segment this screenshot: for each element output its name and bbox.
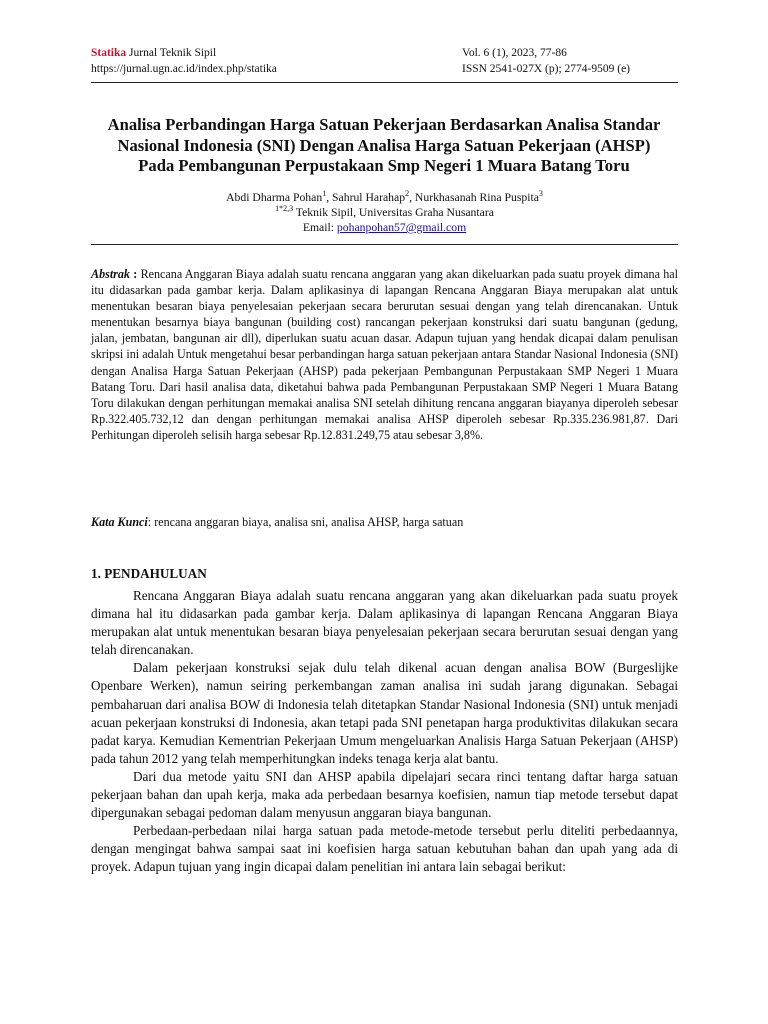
paragraph: Rencana Anggaran Biaya adalah suatu rencana anggaran yang akan dikeluarkan pada suatu proyek dimana hal itu didasarkan pada gambar kerja. Dalam aplikasinya di lapangan Rencana Anggaran Biaya merupakan alat untuk menentukan besaran biaya penyelesaian pekerjaan secara berurutan sesuai dengan yang telah direncanakan. — [91, 588, 678, 658]
paragraph: Dalam pekerjaan konstruksi sejak dulu telah dikenal acuan dengan analisa BOW (Burgeslijke Openbare Werken), namun seiring perkembangan zaman analisa ini sudah jarang digunakan. Sebagai pembaharuan dari analisa BOW di Indonesia telah ditetapkan Standar Nasional Indonesia (SNI) untuk menjadi acuan pekerjaan konstruksi di Indonesia, akan tetapi pada SNI penetapan harga produktivitas dilakukan secara padat karya. Kemudian Kementrian Pekerjaan Umum mengeluarkan Analisis Harga Satuan Pekerjaan (AHSP) pada tahun 2012 yang telah memperhitungkan indeks tenaga kerja alat bantu. — [91, 660, 678, 766]
affiliation — [91, 205, 678, 220]
paragraph: Perbedaan-perbedaan nilai harga satuan pada metode-metode tersebut perlu diteliti perbedaannya, dengan mengingat bahwa sampai saat ini koefisien harga satuan kebutuhan bahan dan upah yang ada di proyek. Adapun tujuan yang ingin dicapai dalam penelitian ini antara lain sebagai berikut: — [91, 823, 678, 875]
volume-info: Vol. 6 (1), 2023, 77-86 — [462, 47, 567, 59]
journal-header-left — [91, 45, 277, 77]
author-list — [91, 190, 678, 205]
title-line: Analisa Perbandingan Harga Satuan Pekerjaan Berdasarkan Analisa Standar — [107, 115, 661, 134]
journal-header-right — [462, 45, 630, 77]
abstract-text: Rencana Anggaran Biaya adalah suatu rencana anggaran yang akan dikeluarkan pada suatu proyek dimana hal itu didasarkan pada gambar kerja. Dalam aplikasinya di lapangan Rencana Anggaran Biaya merupakan alat untuk menentukan besaran biaya penyelesaian pekerjaan secara berurutan sesuai dengan yang telah direncanakan. Untuk menentukan besarnya biaya bangunan (building cost) rancangan pekerjaan konstruksi dari suatu bangunan (gedung, jalan, jembatan, bangunan air dll), diperlukan suatu acuan dasar. Adapun tujuan yang hendak dicapai dalam penulisan skripsi ini adalah Untuk mengetahui besar perbandingan harga satuan pekerjaan antara Standar Nasional Indonesia (SNI) dengan Analisa Harga Satuan Pekerjaan (AHSP) pada pekerjaan Pembangunan Perpustakaan SMP Negeri 1 Muara Batang Toru. Dari hasil analisa data, diketahui bahwa pada Pembangunan Perpustakaan SMP Negeri 1 Muara Batang Toru dilakukan dengan perhitungan memakai analisa SNI setelah dihitung rencana anggaran biayanya diperoleh sebesar Rp.322.405.732,12 dan dengan perhitungan memakai analisa AHSP diperoleh sebesar Rp.335.236.981,87. Dari Perhitungan diperoleh selisih harga sebesar Rp.12.831.249,75 atau sebesar 3,8%. — [91, 267, 678, 442]
author-name: Nurkhasanah Rina Puspita — [414, 191, 539, 204]
author-name: Abdi Dharma Pohan — [226, 191, 323, 204]
journal-subtitle: Jurnal Teknik Sipil — [126, 47, 217, 59]
title-line: Nasional Indonesia (SNI) Dengan Analisa Harga Satuan Pekerjaan (AHSP) — [117, 135, 651, 155]
journal-url[interactable]: https://jurnal.ugn.ac.id/index.php/statika — [91, 63, 277, 75]
author-sep: , — [326, 191, 333, 204]
journal-brand: Statika — [91, 47, 127, 59]
section-body — [91, 587, 678, 877]
abstract-colon: : — [129, 267, 141, 281]
issn-info: ISSN 2541-027X (p); 2774-9509 (e) — [462, 63, 631, 75]
affiliation-sup: 1*2,3 — [275, 204, 294, 214]
header-divider — [91, 82, 678, 83]
email-link[interactable]: pohanpohan57@gmail.com — [336, 221, 467, 234]
journal-name — [91, 45, 277, 61]
paragraph: Dari dua metode yaitu SNI dan AHSP apabila dipelajari secara rinci tentang daftar harga satuan pekerjaan bahan dan upah kerja, maka ada perbedaan besarnya koefisien, namun tiap metode tersebut dapat dipergunakan sebagai pedoman dalam menyusun anggaran biaya bangunan. — [91, 768, 678, 821]
author-sup: 2 — [405, 189, 410, 199]
keywords — [91, 514, 678, 530]
email-label: Email: — [302, 221, 337, 234]
keywords-colon: : — [147, 515, 155, 529]
author-block — [91, 190, 678, 235]
author-name: Sahrul Harahap — [332, 191, 406, 204]
affiliation-text: Teknik Sipil, Universitas Graha Nusantara — [293, 206, 494, 219]
abstract — [91, 266, 678, 443]
abstract-divider — [91, 244, 678, 245]
author-sup: 1 — [322, 189, 327, 199]
author-sep: , — [409, 191, 415, 204]
email-line — [91, 220, 678, 235]
keywords-label: Kata Kunci — [91, 515, 148, 529]
paper-title — [80, 115, 688, 177]
keywords-text: rencana anggaran biaya, analisa sni, analisa AHSP, harga satuan — [154, 515, 464, 529]
title-line: Pada Pembangunan Perpustakaan Smp Negeri 1 Muara Batang Toru — [138, 156, 630, 175]
author-sup: 3 — [538, 189, 543, 199]
abstract-label: Abstrak — [91, 267, 130, 281]
section-heading: 1. PENDAHULUAN — [91, 566, 207, 581]
